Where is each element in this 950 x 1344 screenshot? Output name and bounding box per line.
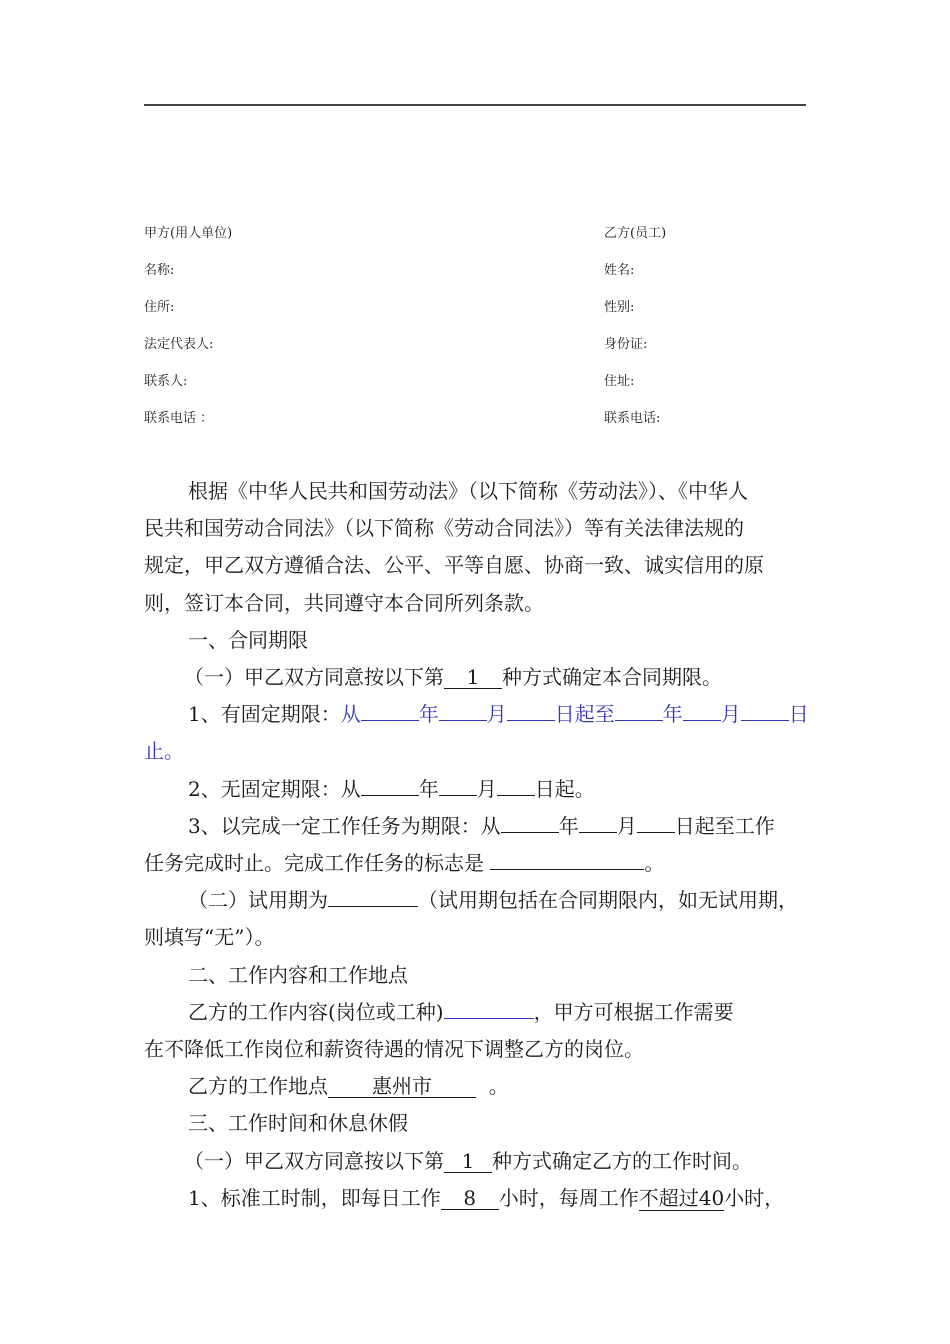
clause-1-suffix: 种方式确定本合同期限。 xyxy=(502,665,722,690)
option-1-year: 年 xyxy=(418,702,439,727)
option-1-day-2: 日 xyxy=(788,702,809,727)
task-start-year-field[interactable] xyxy=(501,832,559,833)
party-b-gender-field: 性别: xyxy=(604,300,635,315)
open-start-year-field[interactable] xyxy=(361,795,419,796)
party-b-id-field: 身份证: xyxy=(604,337,648,352)
probation-suffix: （试用期包括在合同期限内，如无试用期， xyxy=(418,888,798,913)
work-content-prefix: 乙方的工作内容(岗位或工种) xyxy=(188,999,444,1024)
party-b-block xyxy=(604,224,666,446)
start-year-field[interactable] xyxy=(361,720,419,721)
option-3-line-2 xyxy=(144,845,810,882)
task-start-month-field[interactable] xyxy=(579,832,617,833)
probation-clause xyxy=(144,882,810,919)
contract-body xyxy=(144,473,810,1217)
party-a-block xyxy=(144,224,232,446)
work-hours-method-field[interactable]: 1 xyxy=(444,1150,492,1173)
work-content-line-2: 在不降低工作岗位和薪资待遇的情况下调整乙方的岗位。 xyxy=(144,1037,644,1062)
probation-line-2: 则填写“无”）。 xyxy=(144,925,275,950)
standard-hours-clause xyxy=(144,1180,810,1217)
preamble-line-4: 则，签订本合同，共同遵守本合同所列条款。 xyxy=(144,590,544,615)
standard-hours-suffix: 小时， xyxy=(724,1185,785,1210)
party-a-address-field: 住所: xyxy=(144,300,175,315)
option-3-line2-prefix: 任务完成时止。完成工作任务的标志是 xyxy=(144,851,484,876)
standard-hours-prefix: 1、标准工时制，即每日工作 xyxy=(188,1185,441,1210)
option-1-month: 月 xyxy=(486,702,507,727)
start-day-field[interactable] xyxy=(507,720,555,721)
section-1-heading: 一、合同期限 xyxy=(188,627,308,652)
section-3-clause-1 xyxy=(144,1143,810,1180)
section-3-clause-suffix: 种方式确定乙方的工作时间。 xyxy=(492,1148,752,1173)
option-1-month-2: 月 xyxy=(720,702,741,727)
party-b-title: 乙方(员工) xyxy=(604,226,667,241)
section-3-clause-prefix: （一）甲乙双方同意按以下第 xyxy=(184,1148,444,1173)
probation-period-field[interactable] xyxy=(328,906,418,907)
option-3-task-term xyxy=(144,808,810,845)
hours-per-week-field[interactable]: 不超过40 xyxy=(638,1185,725,1210)
term-method-field[interactable]: 1 xyxy=(444,666,502,689)
party-a-title: 甲方(用人单位) xyxy=(144,226,233,241)
task-completion-mark-field[interactable] xyxy=(490,869,644,870)
option-2-label: 2、无固定期限：从 xyxy=(188,776,361,801)
option-2-month: 月 xyxy=(476,776,497,801)
section-1-clause-1 xyxy=(144,659,810,696)
party-b-address-field: 住址: xyxy=(604,374,635,389)
start-month-field[interactable] xyxy=(439,720,487,721)
work-location-field[interactable]: 惠州市 xyxy=(328,1075,476,1098)
work-location-clause xyxy=(144,1068,810,1105)
party-b-name-field: 姓名: xyxy=(604,263,635,278)
preamble-line-3: 规定，甲乙双方遵循合法、公平、平等自愿、协商一致、诚实信用的原 xyxy=(144,553,764,578)
preamble-line-1: 根据《中华人民共和国劳动法》（以下简称《劳动法》）、《中华人 xyxy=(188,479,748,503)
end-year-field[interactable] xyxy=(615,720,663,721)
section-3-heading: 三、工作时间和休息休假 xyxy=(188,1111,408,1136)
work-location-prefix: 乙方的工作地点 xyxy=(188,1074,328,1099)
preamble-line-2: 民共和国劳动合同法》（以下简称《劳动合同法》）等有关法律法规的 xyxy=(144,516,744,541)
section-2-heading: 二、工作内容和工作地点 xyxy=(188,962,408,987)
option-1-fixed-term xyxy=(144,696,810,733)
end-month-field[interactable] xyxy=(683,720,721,721)
party-b-phone-field: 联系电话: xyxy=(604,411,661,426)
work-content-clause xyxy=(144,994,810,1031)
option-3-month: 月 xyxy=(616,813,637,838)
option-1-year-2: 年 xyxy=(662,702,683,727)
option-3-line2-suffix: 。 xyxy=(644,851,665,876)
open-start-month-field[interactable] xyxy=(439,795,477,796)
open-start-day-field[interactable] xyxy=(497,795,535,796)
option-1-label: 1、有固定期限： xyxy=(188,702,341,727)
standard-hours-mid: 小时，每周工作 xyxy=(498,1185,639,1210)
clause-1-prefix: （一）甲乙双方同意按以下第 xyxy=(184,665,444,690)
option-2-day: 日起。 xyxy=(534,776,595,801)
work-content-field[interactable] xyxy=(444,1018,534,1019)
option-3-year: 年 xyxy=(558,813,579,838)
probation-prefix: （二）试用期为 xyxy=(188,888,328,913)
option-3-label: 3、以完成一定工作任务为期限：从 xyxy=(188,813,501,838)
option-3-day: 日起至工作 xyxy=(674,813,775,838)
party-a-contact-field: 联系人: xyxy=(144,374,188,389)
option-1-from: 从 xyxy=(340,702,361,727)
end-day-field[interactable] xyxy=(741,720,789,721)
option-2-year: 年 xyxy=(418,776,439,801)
work-content-suffix: ，甲方可根据工作需要 xyxy=(533,999,734,1024)
option-1-end: 止。 xyxy=(144,739,184,764)
party-a-phone-field: 联系电话 ： xyxy=(144,411,214,426)
work-location-suffix: 。 xyxy=(488,1074,509,1099)
option-2-open-term xyxy=(144,771,810,808)
party-a-name-field: 名称: xyxy=(144,263,175,278)
header-rule xyxy=(144,104,806,106)
option-1-day-from: 日起至 xyxy=(554,702,615,727)
party-a-legal-rep-field: 法定代表人: xyxy=(144,337,214,352)
hours-per-day-field[interactable]: 8 xyxy=(441,1187,499,1210)
task-start-day-field[interactable] xyxy=(637,832,675,833)
